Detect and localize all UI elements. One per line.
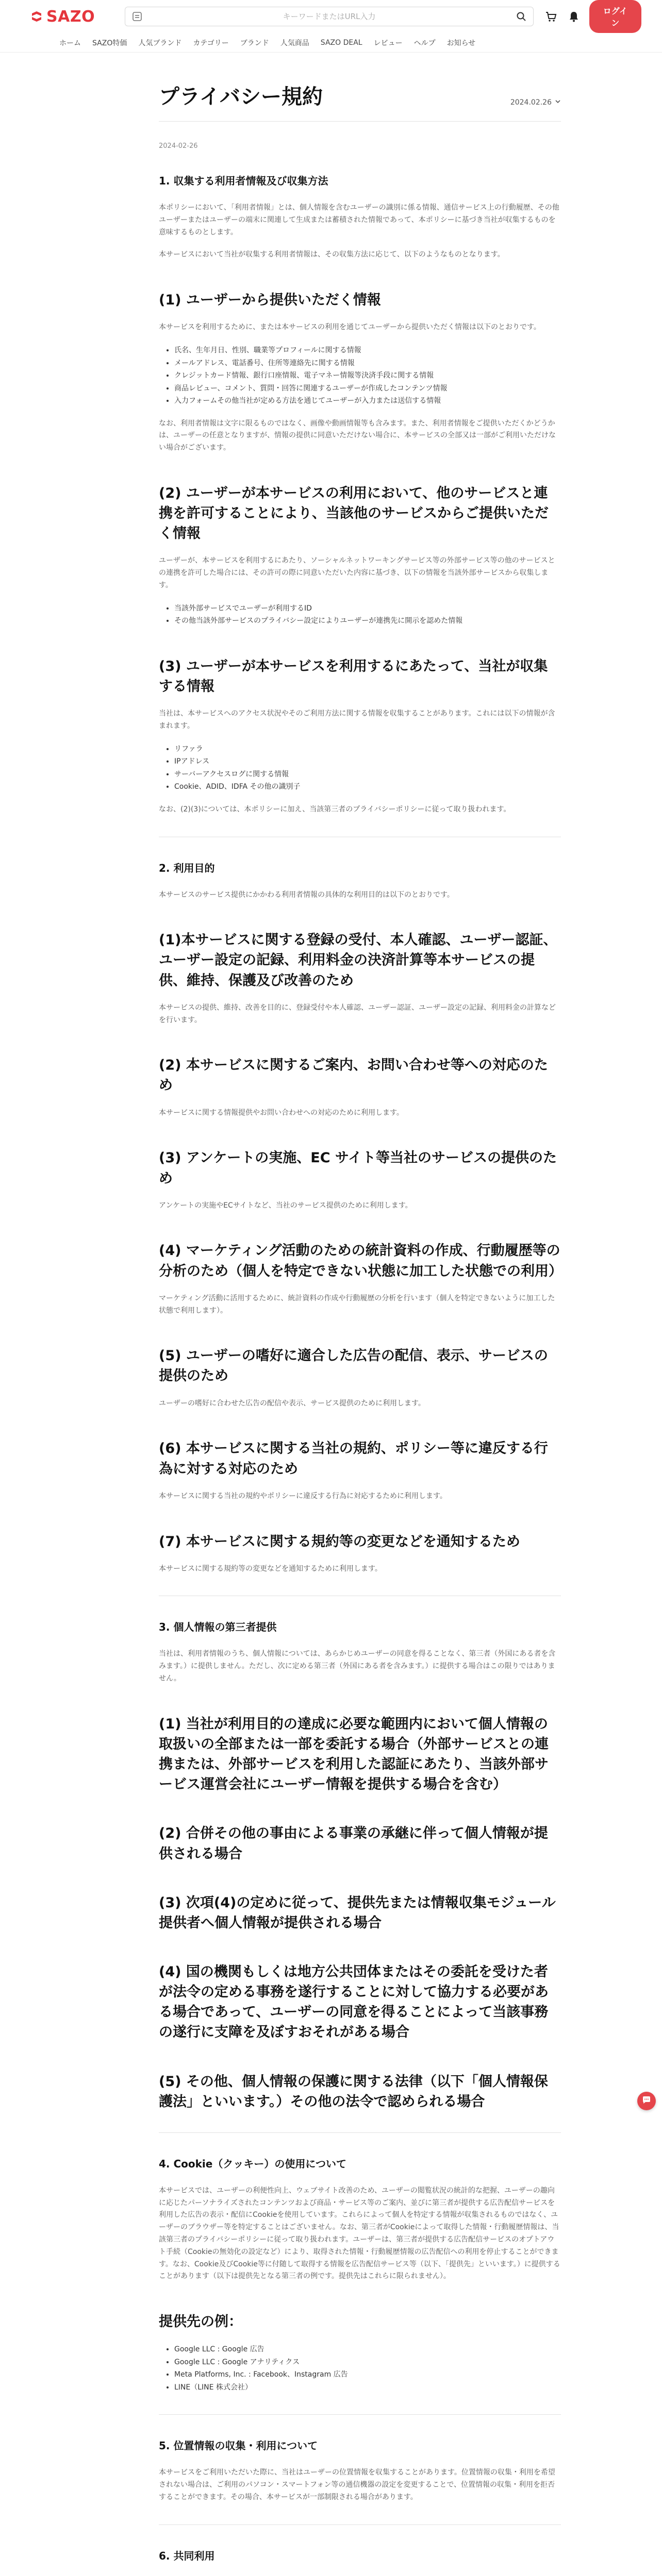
subsection-heading: (5) ユーザーの嗜好に適合した広告の配信、表示、サービスの提供のため [159, 1348, 548, 1384]
paragraph: 本サービスの提供、維持、改善を目的に、登録受付や本人確認、ユーザー認証、ユーザー設定の記録、利用料金の計算などを行います。 [159, 1003, 556, 1024]
bullet-list [174, 344, 561, 408]
search-icon[interactable] [516, 11, 527, 22]
subsection-heading: (3) ユーザーが本サービスを利用するにあたって、当社が収集する情報 [159, 658, 548, 694]
subsection-heading: (1) ユーザーから提供いただく情報 [159, 292, 381, 309]
page-title: プライバシー規約 [159, 85, 323, 109]
section-divider [159, 2132, 561, 2133]
chat-support-button[interactable] [637, 2092, 656, 2110]
list-item: • 商品レビュー、コメント、質問・回答に関連するユーザーが作成したコンテンツ情報 [174, 382, 561, 395]
list-item: • Google LLC : Google 広告 [174, 2343, 561, 2356]
list-item: • メールアドレス、電話番号、住所等連絡先に関する情報 [174, 357, 561, 370]
subsection-heading: 提供先の例： [159, 2314, 242, 2330]
paragraph: 当社は、本サービスへのアクセス状況やそのご利用方法に関する情報を収集することがあります。これには以下の情報が含まれます。 [159, 709, 555, 730]
paragraph: 当社は、利用者情報のうち、個人情報については、あらかじめユーザーの同意を得ることなく、第三者（外国にある者を含みます。）に提供しません。ただし、次に定める第三者（外国にある者を含みます。）に提供する場合はこの限りではありません。 [159, 1650, 556, 1683]
published-date: 2024-02-26 [159, 142, 198, 150]
list-item: • Cookie、ADID、IDFA その他の識別子 [174, 781, 561, 793]
list-item: • 氏名、生年月日、性別、職業等プロフィールに関する情報 [174, 344, 561, 357]
category-menu-icon[interactable] [131, 11, 143, 22]
cart-icon[interactable] [544, 9, 558, 24]
policy-content [159, 53, 561, 2576]
list-item: • 当該外部サービスでユーザーが利用するID [174, 602, 561, 615]
header-actions [544, 0, 641, 33]
section-heading: 5. 位置情報の収集・利用について [159, 2439, 318, 2452]
subsection-heading: (4) 国の機関もしくは地方公共団体またはその委託を受けた者が法令の定める事務を遂行することに対して協力する必要がある場合であって、ユーザーの同意を得ることによって当該事務の遂行に支障を及ぼすおそれがある場合 [159, 1963, 549, 2041]
list-item: • サーバーアクセスログに関する情報 [174, 768, 561, 781]
paragraph: 本サービスにおいて当社が収集する利用者情報は、その収集方法に応じて、以下のようなものとなります。 [159, 250, 505, 259]
list-item: • クレジットカード情報、銀行口座情報、電子マネー情報等決済手段に関する情報 [174, 369, 561, 382]
subsection-heading: (1)本サービスに関する登録の受付、本人確認、ユーザー認証、ユーザー設定の記録、利用料金の決済計算等本サービスの提供、維持、保護及び改善のため [159, 932, 557, 989]
list-item: • 入力フォームその他当社が定める方法を通じてユーザーが入力または送信する情報 [174, 395, 561, 408]
nav-item-brand[interactable]: ブランド [240, 39, 269, 47]
version-date-select[interactable] [510, 98, 561, 110]
section-heading: 3. 個人情報の第三者提供 [159, 1621, 277, 1634]
search-input[interactable] [148, 12, 510, 21]
subsection-heading: (7) 本サービスに関する規約等の変更などを通知するため [159, 1533, 520, 1550]
paragraph: 本サービスでは、ユーザーの利便性向上、ウェブサイト改善のため、ユーザーの閲覧状況の統計的な把握、ユーザーの趣向に応じたパーソナライズされたコンテンツおよび商品・サービス等のご案内、並びに第三者が提供する広告配信サービスを利用した広告の表示・配信にCookieを使用しています。これらによって個人を特定する情報が収集されるものではなく、ユーザーのブラウザー等を特定することはございません。なお、第三者がCookieによって取得した情報・行動履歴情報は、当該第三者のプライバシーポリシーに従って取り扱われます。ユーザーは、第三者が提供する広告配信サービスのオプトアウト手続（Cookieの無効化の設定など）により、取得された情報・行動履歴情報の広告配信への利用を停止することができます。なお、Cookie及びCookie等に付随して取得する情報を広告配信サービス等（以下、「提供先」といいます。）に提供することがあります（以下は提供先となる第三者の例です。提供先はこれらに限られません）。 [159, 2186, 560, 2281]
nav-item-notice[interactable]: お知らせ [446, 39, 476, 47]
subsection-heading: (6) 本サービスに関する当社の規約、ポリシー等に違反する行為に対する対応のため [159, 1440, 548, 1477]
section-heading: 2. 利用目的 [159, 861, 215, 874]
paragraph: ユーザーが、本サービスを利用するにあたり、ソーシャルネットワーキングサービス等の外部サービス等の他のサービスとの連携を許可した場合には、その許可の際に同意いただいた内容に基づき、以下の情報を当該外部サービスから収集します。 [159, 556, 555, 590]
brand-logo[interactable] [30, 8, 125, 26]
section-divider [159, 2414, 561, 2415]
bullet-list [174, 602, 561, 628]
version-date-value: 2024.02.26 [510, 98, 552, 107]
chevron-down-icon [555, 98, 561, 107]
section-heading: 4. Cookie（クッキー）の使用について [159, 2157, 346, 2170]
main-nav [0, 33, 662, 53]
paragraph: 本サービスのサービス提供にかかわる利用者情報の具体的な利用目的は以下のとおりです。 [159, 890, 454, 899]
list-item: • その他当該外部サービスのプライバシー設定によりユーザーが連携先に開示を認めた情報 [174, 615, 561, 628]
nav-item-popular-items[interactable]: 人気商品 [280, 39, 309, 47]
paragraph: なお、利用者情報は文字に限るものではなく、画像や動画情報等も含みます。また、利用者情報をご提供いただくかどうかは、ユーザーの任意となりますが、情報の提供に同意いただけない場合に、本サービスの全部又は一部がご利用いただけない場合がございます。 [159, 419, 556, 452]
nav-item-popular-brands[interactable]: 人気ブランド [138, 39, 182, 47]
paragraph: 本サービスを利用するために、または本サービスの利用を通じてユーザーから提供いただく情報は以下のとおりです。 [159, 323, 541, 332]
list-item: • リファラ [174, 743, 561, 756]
subsection-heading: (2) 合併その他の事由による事業の承継に伴って個人情報が提供される場合 [159, 1825, 548, 1862]
subsection-heading: (2) ユーザーが本サービスの利用において、他のサービスと連携を許可することにより、当該他のサービスからご提供いただく情報 [159, 485, 549, 542]
subsection-heading: (3) 次項(4)の定めに従って、提供先または情報収集モジュール提供者へ個人情報が提供される場合 [159, 1894, 556, 1931]
paragraph: アンケートの実施やECサイトなど、当社のサービス提供のために利用します。 [159, 1201, 412, 1210]
nav-item-category[interactable]: カテゴリー [193, 39, 229, 47]
nav-item-sazo-special[interactable]: SAZO特価 [92, 39, 127, 47]
nav-item-help[interactable]: ヘルプ [413, 39, 436, 47]
title-row [159, 80, 561, 122]
list-item: • IPアドレス [174, 755, 561, 768]
paragraph: 本サービスに関する規約等の変更などを通知するために利用します。 [159, 1564, 382, 1573]
notification-bell-icon[interactable] [567, 9, 581, 24]
subsection-heading: (5) その他、個人情報の保護に関する法律（以下「個人情報保護法」といいます。）その他の法令で認められる場合 [159, 2073, 548, 2110]
paragraph: なお、(2)(3)については、本ポリシーに加え、当該第三者のプライバシーポリシーに従って取り扱われます。 [159, 805, 511, 814]
bullet-list [174, 2343, 561, 2394]
bullet-list [174, 743, 561, 793]
list-item: • Google LLC : Google アナリティクス [174, 2356, 561, 2369]
list-item: • LINE（LINE 株式会社） [174, 2381, 561, 2394]
paragraph: 本ポリシーにおいて、「利用者情報」とは、個人情報を含むユーザーの識別に係る情報、通信サービス上の行動履歴、その他ユーザーまたはユーザーの端末に関連して生成または蓄積された情報であって、本ポリシーに基づき当社が収集するものを意味するものとします。 [159, 204, 559, 236]
subsection-heading: (1) 当社が利用目的の達成に必要な範囲内において個人情報の取扱いの全部または一部を委託する場合（外部サービスとの連携または、外部サービスを利用した認証にあたり、当該外部サービス運営会社にユーザー情報を提供する場合を含む） [159, 1716, 549, 1793]
brand-logo-icon [30, 10, 43, 23]
paragraph: 本サービスに関する当社の規約やポリシーに違反する行為に対応するために利用します。 [159, 1492, 447, 1500]
search-bar[interactable] [125, 7, 533, 26]
paragraph: 本サービスをご利用いただいた際に、当社はユーザーの位置情報を収集することがあります。位置情報の収集・利用を希望されない場合は、ご利用のパソコン・スマートフォン等の通信機器の設定を変更することで、位置情報の収集・利用を拒否することができます。その場合、本サービスが一部制限される場合があります。 [159, 2468, 555, 2501]
brand-name: SAZO [46, 7, 95, 26]
paragraph: マーケティング活動に活用するために、統計資料の作成や行動履歴の分析を行います（個人を特定できないように加工した状態で利用します）。 [159, 1294, 555, 1315]
nav-item-home[interactable]: ホーム [59, 39, 81, 47]
paragraph: 本サービスに関する情報提供やお問い合わせへの対応のために利用します。 [159, 1108, 404, 1117]
section-heading: 1. 収集する利用者情報及び収集方法 [159, 175, 328, 187]
nav-item-sazo-deal[interactable]: SAZO DEAL [320, 38, 362, 47]
login-button[interactable]: ログイン [589, 0, 641, 33]
paragraph: ユーザーの嗜好に合わせた広告の配信や表示、サービス提供のために利用します。 [159, 1399, 425, 1408]
top-header [0, 0, 662, 33]
subsection-heading: (2) 本サービスに関するご案内、お問い合わせ等への対応のため [159, 1057, 548, 1094]
list-item: • Meta Platforms, Inc. : Facebook、Instagram 広告 [174, 2368, 561, 2381]
subsection-heading: (3) アンケートの実施、EC サイト等当社のサービスの提供のため [159, 1150, 557, 1187]
section-heading: 6. 共同利用 [159, 2549, 215, 2562]
section-divider [159, 2524, 561, 2525]
chat-icon [641, 2095, 652, 2107]
nav-item-review[interactable]: レビュー [373, 39, 403, 47]
subsection-heading: (4) マーケティング活動のための統計資料の作成、行動履歴等の分析のため（個人を特定できない状態に加工した状態での利用） [159, 1243, 562, 1279]
